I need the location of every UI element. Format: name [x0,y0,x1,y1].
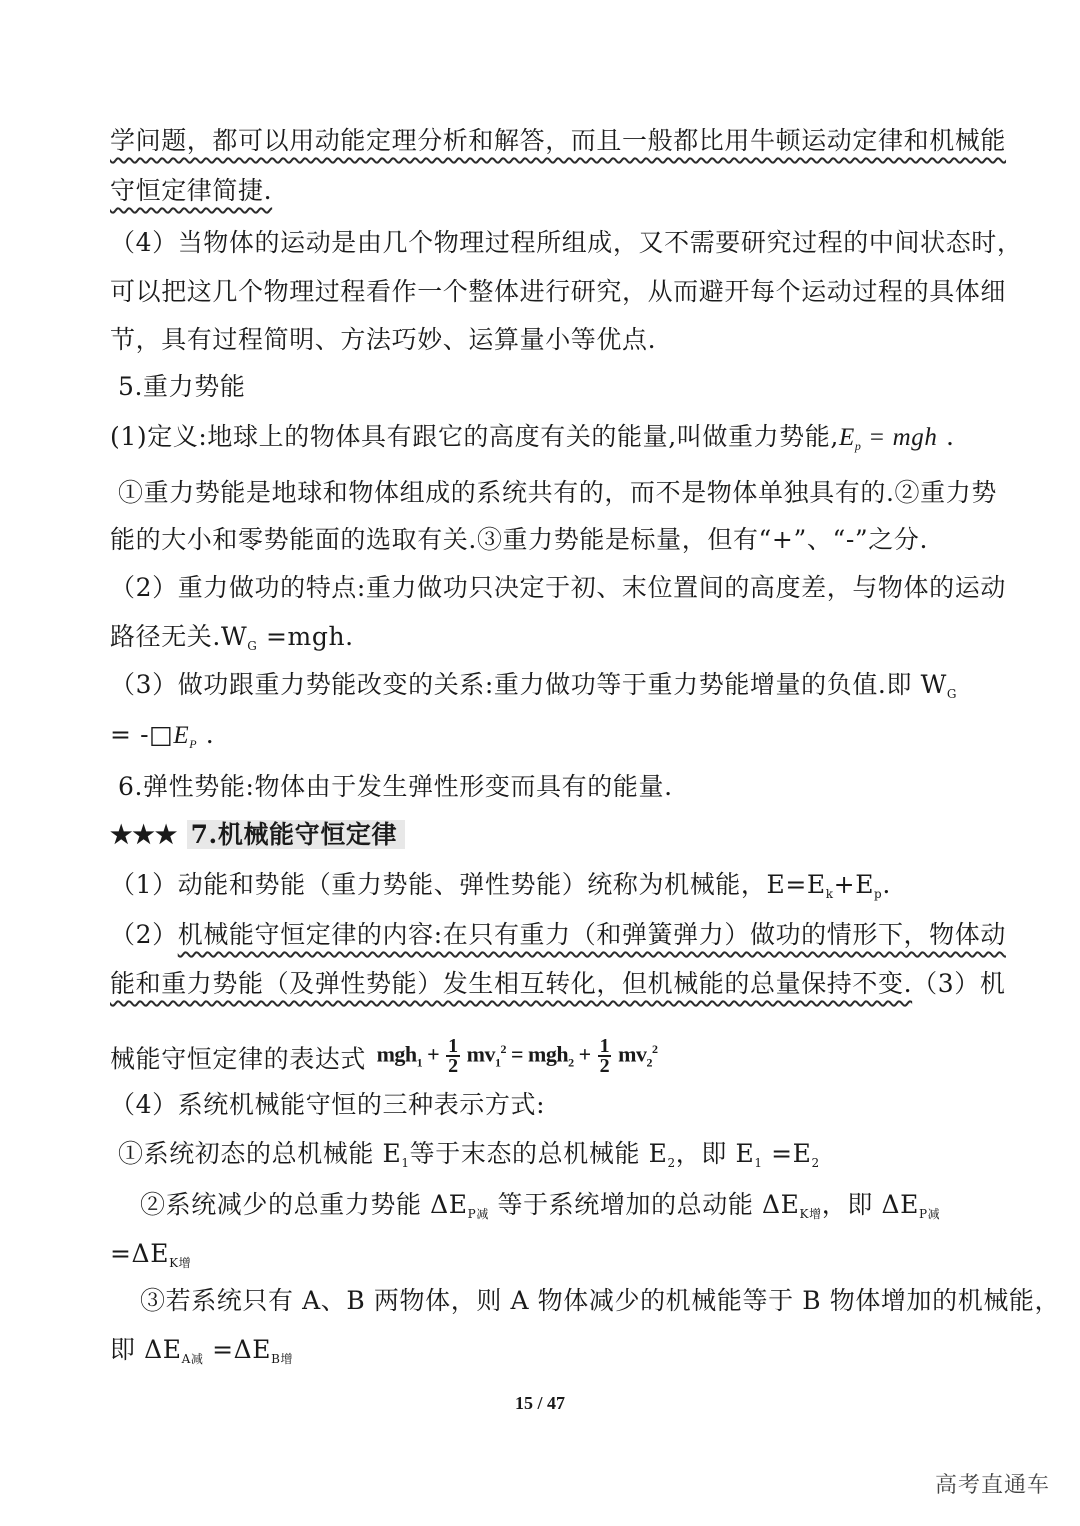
text: ，即 E [675,1139,755,1168]
text-line: 学问题，都可以用动能定理分析和解答，而且一般都比用牛顿运动定律和机械能 [110,126,1007,155]
text: 即 ΔE [110,1335,182,1364]
subscript: 1 [401,1156,410,1170]
text-line [110,918,1006,952]
subscript: P减 [918,1207,941,1221]
text-line [110,668,957,711]
text-line [110,967,1005,1001]
star-rating: ★★★ [110,820,178,849]
subscript: 1 [754,1156,763,1170]
text-line: （4）当物体的运动是由几个物理过程所组成，又不需要研究过程的中间状态时， [110,228,1023,257]
text-line [140,1188,940,1231]
text-line: 能的大小和零势能面的选取有关.③重力势能是标量，但有“+”、“-”之分. [110,525,929,554]
text-line: ③若系统只有 A、B 两物体，则 A 物体减少的机械能等于 B 物体增加的机械能， [140,1286,1061,1315]
underlined-text: 能和重力势能（及弹性势能）发生相互转化，但机械能的总量保持不变. [110,969,913,998]
heading-title: 7.机械能守恒定律 [187,820,406,849]
text: （1）动能和势能（重力势能、弹性势能）统称为机械能，E=E [110,870,826,899]
text: （2） [110,920,178,949]
text: ②系统减少的总重力势能 ΔE [140,1190,468,1219]
text: （3）做功跟重力势能改变的关系:重力做功等于重力势能增量的负值.即 W [110,670,947,699]
subscript: K增 [799,1207,822,1221]
text-line: 可以把这几个物理过程看作一个整体进行研究，从而避开每个运动过程的具体细 [110,277,1007,306]
formula-symbol: E [173,722,190,749]
subscript: P减 [467,1207,489,1221]
subscript: G [946,687,958,701]
fraction: $\frac{1}{2}$ [599,1035,610,1078]
text: 等于末态的总机械能 E [409,1139,668,1168]
formula-subscript: p [854,439,862,453]
period: . [937,422,955,451]
text: 等于系统增加的总动能 ΔE [488,1190,800,1219]
text: （3）机 [912,969,1006,998]
subscript: 2 [667,1156,676,1170]
text: = -□ [110,720,174,749]
energy-conservation-formula: mgh$_1$ + $\frac{1}{2}$ $mv_1^2 = mgh_2$ + $\frac{1}{2}$ $mv_2^2$ [376,1035,658,1078]
formula-rest: = mgh [861,424,938,451]
subscript: B增 [271,1352,294,1366]
text: =ΔE [110,1239,170,1268]
formula-subscript: P [189,737,198,751]
watermark: 高考直通车 [934,1473,1050,1498]
text-line [110,1032,657,1080]
formula-symbol: E [838,424,855,451]
section-heading: 5.重力势能 [118,372,246,401]
text: =ΔE [203,1335,272,1364]
text-line: 6.弹性势能:物体由于发生弹性形变而具有的能量. [118,772,673,801]
text-line [110,718,214,761]
section-heading [110,818,405,852]
text-line: 节，具有过程简明、方法巧妙、运算量小等优点. [110,325,657,354]
fraction: $\frac{1}{2}$ [448,1035,458,1078]
text-line: （2）重力做功的特点:重力做功只决定于初、末位置间的高度差，与物体的运动 [110,573,1006,602]
text: =E [762,1139,812,1168]
subscript: K增 [169,1256,192,1270]
text-line [110,1237,191,1280]
subscript: 2 [811,1156,820,1170]
text: 械能守恒定律的表达式 [110,1044,367,1074]
text: ，即 ΔE [821,1190,919,1219]
text-line [118,1137,820,1180]
text: +E [833,870,875,899]
text-line [110,1333,293,1376]
underlined-text: 守恒定律简捷. [110,176,273,205]
text: =mgh. [257,622,354,651]
text-line: ①重力势能是地球和物体组成的系统共有的，而不是物体单独具有的.②重力势 [118,478,997,507]
underlined-text: 机械能守恒定律的内容:在只有重力（和弹簧弹力）做功的情形下，物体动 [177,920,1006,949]
subscript: k [825,887,834,901]
text: . [882,870,891,899]
text: ①系统初态的总机械能 E [118,1139,402,1168]
page-number: 15 / 47 [514,1393,565,1413]
subscript: A减 [181,1352,204,1366]
text-line [110,620,354,663]
text-line [110,174,272,208]
subscript: p [874,887,883,901]
subscript: G [247,639,258,653]
text-line [110,420,955,463]
text-line [110,868,891,911]
period: . [197,720,215,749]
definition-text: (1)定义:地球上的物体具有跟它的高度有关的能量,叫做重力势能, [110,422,839,451]
text-line: （4）系统机械能守恒的三种表示方式: [110,1090,546,1119]
text: 路径无关.W [110,622,248,651]
